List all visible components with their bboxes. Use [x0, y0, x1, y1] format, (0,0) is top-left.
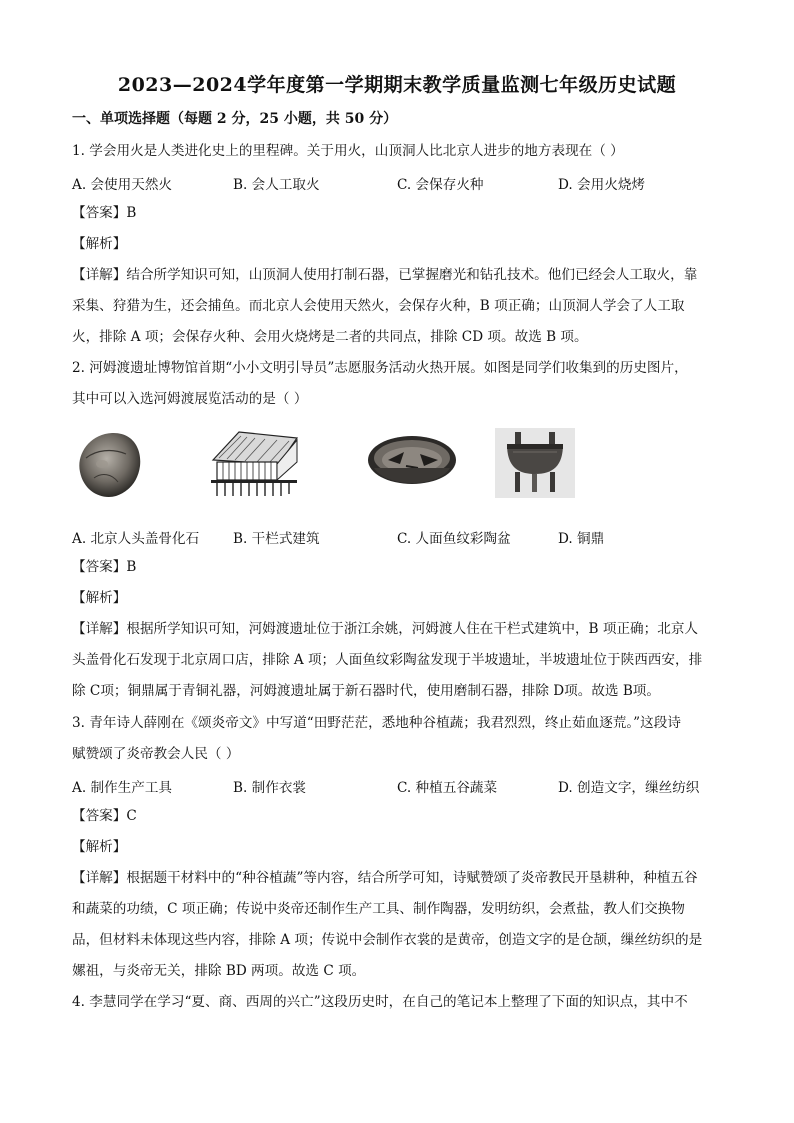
- q2-option-b: B. 干栏式建筑: [233, 531, 320, 547]
- q3-option-b: B. 制作衣裳: [233, 780, 307, 796]
- q2-analysis-label: 【解析】: [72, 590, 127, 606]
- q3-detail-line: 品，但材料未体现这些内容，排除 A 项；传说中会制作衣裳的是黄帝，创造文字的是仓颉，缫丝纺织的是: [72, 932, 703, 948]
- q2-option-a: A. 北京人头盖骨化石: [72, 531, 200, 547]
- q3-detail-line: 【详解】根据题干材料中的“种谷植蔬”等内容，结合所学可知，诗赋赞颂了炎帝教民开垦耕种，种植五谷: [72, 870, 698, 886]
- q2-answer: 【答案】B: [72, 559, 137, 575]
- skull-fossil-image: [72, 428, 144, 500]
- q2-detail-line: 【详解】根据所学知识可知，河姆渡遗址位于浙江余姚，河姆渡人住在干栏式建筑中，B 项正确；北京人: [72, 621, 699, 637]
- q2-figures: [72, 428, 732, 503]
- question-3-stem: 赋赞颂了炎帝教会人民（ ）: [72, 746, 240, 762]
- q1-analysis-label: 【解析】: [72, 236, 127, 252]
- q1-option-c: C. 会保存火种: [397, 177, 484, 193]
- q3-detail-line: 和蔬菜的功绩，C 项正确；传说中炎帝还制作生产工具、制作陶器，发明纺织，会煮盐，教人们交换物: [72, 901, 685, 917]
- q2-option-d: D. 铜鼎: [558, 531, 605, 547]
- stilt-house-image: [209, 428, 301, 498]
- bronze-ding-image: [495, 428, 575, 498]
- question-1-stem: 1. 学会用火是人类进化史上的里程碑。关于用火，山顶洞人比北京人进步的地方表现在（ ）: [72, 143, 624, 159]
- q2-option-c: C. 人面鱼纹彩陶盆: [397, 531, 511, 547]
- q3-option-c: C. 种植五谷蔬菜: [397, 780, 498, 796]
- painted-pottery-basin-image: [366, 434, 458, 494]
- q3-detail-line: 嫘祖，与炎帝无关，排除 BD 两项。故选 C 项。: [72, 963, 366, 979]
- page-title: 2023—2024学年度第一学期期末教学质量监测七年级历史试题: [117, 74, 677, 96]
- q2-detail-line: 除 C项；铜鼎属于青铜礼器，河姆渡遗址属于新石器时代，使用磨制石器，排除 D项。故选 B项。: [72, 683, 660, 699]
- q3-option-d: D. 创造文字，缫丝纺织: [558, 780, 700, 796]
- q2-detail-line: 头盖骨化石发现于北京周口店，排除 A 项；人面鱼纹彩陶盆发现于半坡遗址，半坡遗址位于陕西西安，排: [72, 652, 703, 668]
- question-4-stem: 4. 李慧同学在学习“夏、商、西周的兴亡”这段历史时，在自己的笔记本上整理了下面的知识点，其中不: [72, 994, 688, 1010]
- question-3-stem: 3. 青年诗人薛刚在《颂炎帝文》中写道“田野茫茫，悉地种谷植蔬；我君烈烈，终止茹血逐荒。”这段诗: [72, 715, 681, 731]
- q1-option-d: D. 会用火烧烤: [558, 177, 646, 193]
- q1-detail-line: 采集、狩猎为生，还会捕鱼。而北京人会使用天然火，会保存火种，B 项正确；山顶洞人学会了人工取: [72, 298, 685, 314]
- question-2-stem: 其中可以入选河姆渡展览活动的是（ ）: [72, 391, 308, 407]
- q3-answer: 【答案】C: [72, 808, 137, 824]
- question-2-stem: 2. 河姆渡遗址博物馆首期“小小文明引导员”志愿服务活动火热开展。如图是同学们收集到的历史图片，: [72, 360, 688, 376]
- q1-option-b: B. 会人工取火: [233, 177, 320, 193]
- q1-answer: 【答案】B: [72, 205, 137, 221]
- section-heading: 一、单项选择题（每题 2 分，25 小题，共 50 分）: [72, 111, 398, 127]
- q1-detail-line: 【详解】结合所学知识可知，山顶洞人使用打制石器，已掌握磨光和钻孔技术。他们已经会人工取火，靠: [72, 267, 698, 283]
- q1-detail-line: 火，排除 A 项；会保存火种、会用火烧烤是二者的共同点，排除 CD 项。故选 B 项。: [72, 329, 588, 345]
- q3-analysis-label: 【解析】: [72, 839, 127, 855]
- q1-option-a: A. 会使用天然火: [72, 177, 173, 193]
- q3-option-a: A. 制作生产工具: [72, 780, 173, 796]
